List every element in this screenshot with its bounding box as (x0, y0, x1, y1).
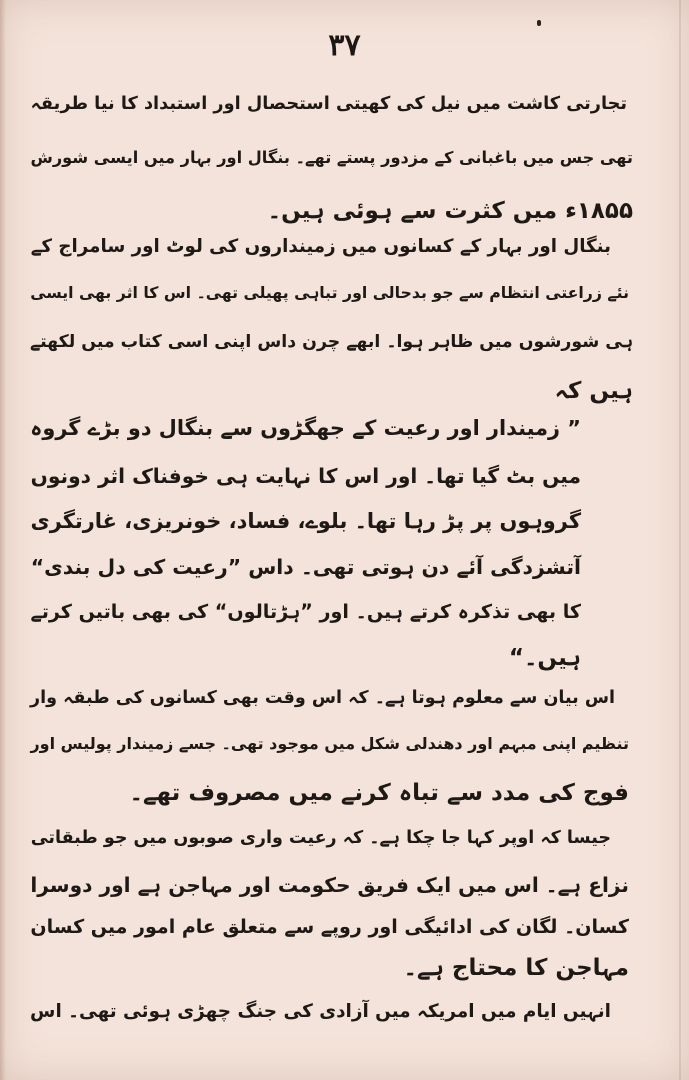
text-line: بنگال اور بہار کے کسانوں میں زمینداروں کی لوٹ اور سامراج کے (30, 236, 611, 257)
quote-line: گروہوں پر پڑ رہا تھا۔ بلوے، فساد، خونریزی، غارتگری (30, 509, 581, 533)
quote-line: ہیں۔“ (508, 645, 581, 671)
text-line: تجارتی کاشت میں نیل کی کھیتی استحصال اور استبداد کا نیا طریقہ (30, 94, 627, 114)
text-line: ہیں کہ (554, 378, 633, 404)
text-line: نئے زراعتی انتظام سے جو بدحالی اور تباہی پھیلی تھی۔ اس کا اثر بھی ایسی (30, 283, 629, 302)
text-line: فوج کی مدد سے تباہ کرنے میں مصروف تھے۔ (129, 780, 629, 806)
quote-line: ” زمیندار اور رعیت کے جھگڑوں سے بنگال دو بڑے گروہ (30, 416, 581, 440)
text-line: اس بیان سے معلوم ہوتا ہے۔ کہ اس وقت بھی کسانوں کی طبقہ وار (30, 688, 615, 708)
page-edge-shadow (0, 0, 6, 1080)
quote-line: میں بٹ گیا تھا۔ اور اس کا نہایت ہی خوفناک اثر دونوں (30, 464, 581, 488)
quote-line: آتشزدگی آئے دن ہوتی تھی۔ داس ”رعیت کی دل بندی“ (30, 555, 581, 579)
text-line: مہاجن کا محتاج ہے۔ (403, 955, 629, 981)
text-line: تنظیم اپنی مبہم اور دھندلی شکل میں موجود تھی۔ جسے زمیندار پولیس اور (30, 734, 629, 753)
text-line: ۱۸۵۵ء میں کثرت سے ہوئی ہیں۔ (267, 198, 633, 224)
text-line: کسان۔ لگان کی ادائیگی اور روپے سے متعلق عام امور میں کسان (30, 916, 629, 938)
page-crease (679, 0, 681, 1080)
page-number: ٣٧ (328, 28, 361, 63)
text-line: انہیں ایام میں امریکہ میں آزادی کی جنگ چھڑی ہوئی تھی۔ اس (30, 1001, 611, 1022)
quote-line: کا بھی تذکرہ کرتے ہیں۔ اور ”ہڑتالوں“ کی بھی باتیں کرتے (30, 600, 581, 623)
ink-spot (537, 20, 541, 26)
text-line: تھی جس میں باغبانی کے مزدور پستے تھے۔ بنگال اور بہار میں ایسی شورش (30, 148, 633, 167)
text-line: جیسا کہ اوپر کہا جا چکا ہے۔ کہ رعیت واری صوبوں میں جو طبقاتی (30, 828, 611, 848)
text-line: ہی شورشوں میں ظاہر ہوا۔ ابھے چرن داس اپنی اسی کتاب میں لکھتے (29, 332, 633, 352)
text-line: نزاع ہے۔ اس میں ایک فریق حکومت اور مہاجن ہے اور دوسرا (30, 873, 629, 897)
